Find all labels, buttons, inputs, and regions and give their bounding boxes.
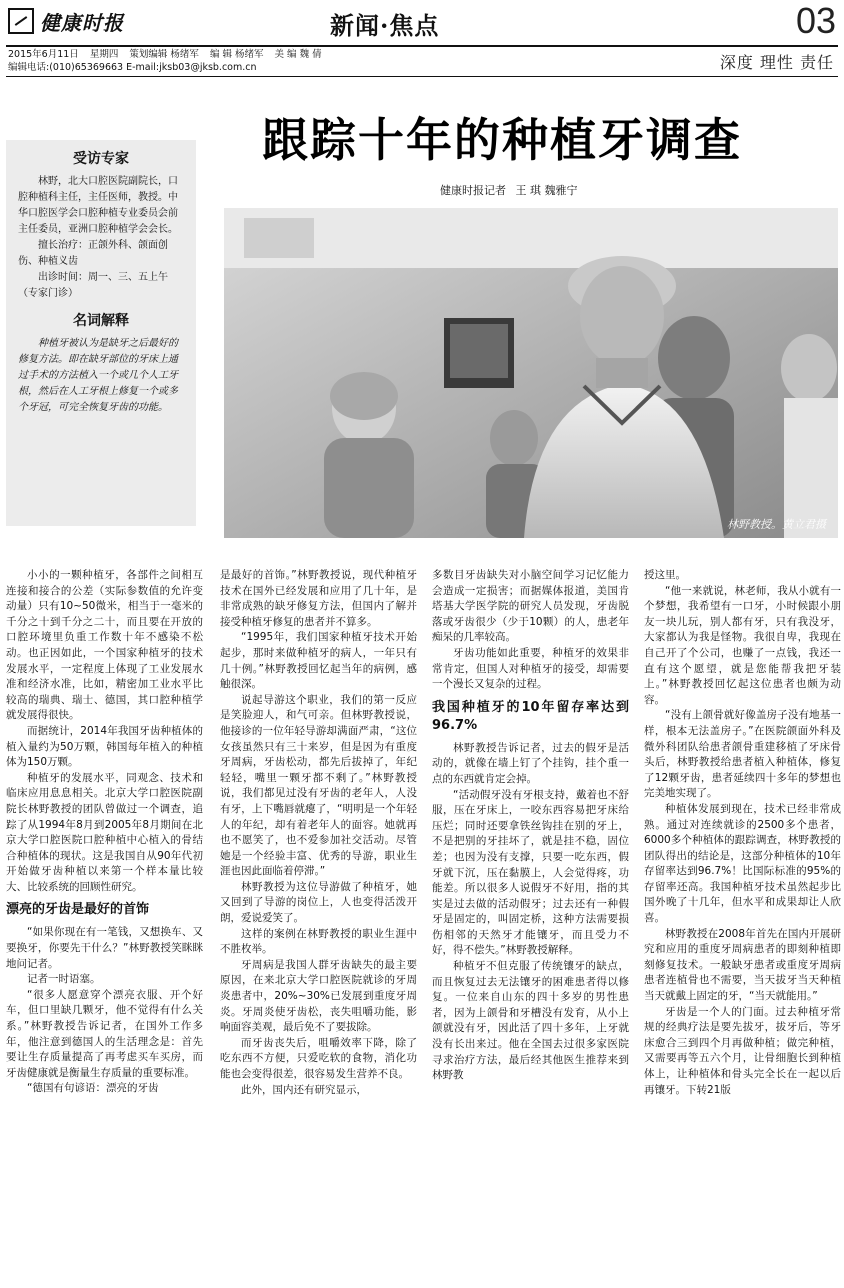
expert-bio: 林野，北大口腔医院副院长，口腔种植科主任，主任医师，教授。中华口腔医学会口腔种植专业委员会前主任委员，亚洲口腔种植学会会长。: [18, 176, 178, 235]
issue-weekday: 星期四: [89, 49, 119, 60]
body-paragraph: 说起导游这个职业，我们的第一反应是笑脸迎人，和气可亲。但林野教授说，他接诊的一位年轻导游却满面严肃，“这位女孩虽然只有三十来岁，但是因为有重度牙周病，牙齿松动，都先后拔掉了，年纪轻轻，嘴里一颗牙都不剩了。”林野教授说，我们都见过没有牙齿的老年人，人没有牙，上下嘴唇就瘪了，“明明是一个年轻人的年纪，却有着老年人的面容。她就再也不愿笑了，也不爱参加社交活动。尽管她是一个经验丰富、优秀的导游，职业生涯也因此面临着停滞。”: [220, 693, 417, 878]
body-paragraph: 是最好的首饰。”林野教授说，现代种植牙技术在国外已经发展和应用了几十年，是非常成熟的缺牙修复方法，但国内了解并接受种植牙修复的患者并不算多。: [220, 569, 417, 628]
planner-credit: 策划编辑 杨绪军: [129, 49, 199, 60]
body-paragraph: 记者一时语塞。: [27, 973, 101, 986]
body-paragraph: 而据统计，2014年我国牙齿种植体的植入量约为50万颗，韩国每年植入的种植体为150万颗。: [6, 724, 203, 769]
editor-contact: 编辑电话:(010)65369663 E-mail:jksb03@jksb.com.cn: [8, 62, 257, 73]
body-paragraph: 种植牙不但克服了传统镶牙的缺点，而且恢复过去无法镶牙的困难患者得以修复。一位来自山东的四十多岁的男性患者，因为上颌骨和牙槽没有发育，从小上颌就没有牙，因此活了四十多年，上牙就没有长出来过。他在全国去过很多家医院寻求治疗方法，最后经其他医生推荐来到林野教: [432, 960, 629, 1082]
doctor-photo-illustration: [224, 208, 838, 538]
body-paragraph: 种植牙的发展水平，同观念、技术和临床应用息息相关。北京大学口腔医院副院长林野教授的团队曾做过一个调查，追踪了从1994年8月到2005年8月期间在北京大学口腔医院口腔种植中心植入的骨结合种植体的现状。这是我国自从90年代初开始做牙齿种植以来第一个样本量比较大、比较系统的回顾性研究。: [6, 771, 203, 893]
body-paragraph: “德国有句谚语：漂亮的牙齿: [27, 1082, 159, 1095]
body-paragraph: 这样的案例在林野教授的职业生涯中不胜枚举。: [220, 927, 417, 956]
byline-outlet: 健康时报记者: [440, 184, 506, 197]
body-paragraph: 种植体发展到现在，技术已经非常成熟。通过对连续就诊的2500多个患者，6000多个种植体的跟踪调查，林野教授的团队得出的结论是，这部分种植体的10年存留率达到96.7%！比国际标准的95%的存留率还高。我国种植牙技术虽然起步比国外晚了十几年，但水平和成果却让人欣喜。: [644, 802, 841, 925]
article-body: [6, 568, 841, 1248]
body-paragraph: 授这里。: [644, 569, 686, 581]
expert-heading: 受访专家: [73, 151, 129, 167]
body-paragraph: 林野教授为这位导游做了种植牙，她又回到了导游的岗位上，人也变得活泼开朗，爱说爱笑了。: [220, 880, 417, 925]
body-paragraph: 牙齿功能如此重要，种植牙的效果非常肯定，但国人对种植牙的接受，却需要一个漫长又复杂的过程。: [432, 646, 629, 691]
body-paragraph: 多数目牙齿缺失对小脑空间学习记忆能力会造成一定损害；而据媒体报道，美国肯塔基大学医学院的研究人员发现，牙齿脱落或牙齿很少（少于10颗）的人，患老年痴呆的几率较高。: [432, 569, 629, 644]
body-paragraph: 此外，国内还有研究显示，: [241, 1083, 367, 1096]
body-paragraph: “如果你现在有一笔钱，又想换车、又要换牙，你要先干什么？”林野教授笑眯眯地问记者。: [6, 926, 203, 970]
glossary-heading: 名词解释: [73, 313, 129, 329]
glossary-text: 种植牙被认为是缺牙之后最好的修复方法。即在缺牙部位的牙床上通过手术的方法植入一个或几个人工牙根，然后在人工牙根上修复一个或多个牙冠，可完全恢复牙齿的功能。: [18, 338, 178, 413]
sidebar-top-band: [6, 104, 196, 140]
article-headline: 跟踪十年的种植牙调查: [262, 113, 742, 167]
issue-date: 2015年6月11日: [8, 49, 79, 60]
sidebar-box: [6, 104, 196, 526]
info-rule: [6, 76, 838, 77]
body-paragraph: 小小的一颗种植牙，各部件之间相互连接和接合的公差（实际参数值的允许变动量）只有10~50微米，相当于一毫米的千分之十到千分之二十，而且要在开放的口腔环境里负重工作数十年不感染不松动。也正因如此，一个国家种植牙的技术发展水平，一定程度上体现了工业发展水准和经济水准，比如，精密加工业水平比较高的瑞典、瑞士、德国，其口腔种植学就发展得很快。: [6, 569, 203, 722]
article-photo: [224, 208, 838, 538]
masthead: [0, 0, 844, 46]
body-paragraph: 而牙齿丧失后，咀嚼效率下降，除了吃东西不方便，只爱吃软的食物，消化功能也会变得很差，很容易发生营养不良。: [220, 1036, 417, 1080]
logo-text: 健康时报: [40, 10, 124, 35]
newspaper-logo: [8, 4, 148, 38]
designer-credit: 美 编 魏 倩: [274, 49, 322, 60]
section-title: 新闻·焦点: [330, 11, 440, 40]
body-column-4: [644, 568, 841, 1098]
photo-caption: 林野教授。黄立君摄: [727, 518, 826, 531]
section-subheading: 我国种植牙的10年留存率达到96.7%: [432, 699, 629, 733]
body-paragraph: “1995年，我们国家种植牙技术开始起步，那时来做种植牙的病人，一年只有几十例。”林野教授回忆起当年的病例，感触很深。: [220, 631, 417, 691]
body-paragraph: 牙齿是一个人的门面。过去种植牙常规的经典疗法是要先拔牙，拔牙后，等牙床愈合三到四个月再做种植；做完种植，又需要再等五六个月，让骨细胞长到种植体上，让种植体和骨头完全长在一起以后再镶牙。下转21版: [644, 1005, 841, 1096]
edition-info: [8, 48, 330, 74]
body-paragraph: 林野教授告诉记者，过去的假牙是活动的，就像在墙上钉了个挂钩，挂个重一点的东西就肯定会掉。: [432, 741, 629, 785]
editor-credit: 编 辑 杨绪军: [209, 49, 264, 60]
byline: [440, 182, 584, 198]
body-column-3: [432, 568, 629, 1084]
expert-specialty: 擅长治疗：正颌外科、颌面创伤、种植义齿: [18, 240, 168, 267]
page-slogan: 深度 理性 责任: [719, 53, 834, 72]
expert-clinic-time: 出诊时间：周一、三、五上午（专家门诊）: [18, 272, 168, 299]
logo-mark-icon: [8, 8, 34, 34]
body-column-1: [6, 568, 203, 1097]
section-subheading: 漂亮的牙齿是最好的首饰: [6, 902, 150, 918]
masthead-rule: [6, 45, 838, 47]
byline-authors: 王 琪 魏雅宁: [515, 184, 578, 197]
body-paragraph: “很多人愿意穿个漂亮衣服、开个好车，但口里缺几颗牙，他不觉得有什么关系。”林野教授告诉记者，在国外工作多年，他注意到德国人的生活理念是：首先要让生存质量提高了再考虑买车买房，而牙齿健康就是衡量生存质量的重要标准。: [6, 988, 203, 1079]
body-paragraph: “活动假牙没有牙根支持，戴着也不舒服，压在牙床上，一咬东西容易把牙床给压烂；同时还要拿铁丝钩挂在别的牙上，不是把别的牙挂坏了，就是挂不稳，固位差；也因为没有支撑，只要一吃东西，假牙就下沉，压在黏膜上，人会觉得疼，功能差。所以很多人说假牙不好用，指的其实是过去做的活动假牙；过去还有一种假牙是固定的，叫固定桥，这种方法需要损伤相邻的天然牙才能镶牙，而且受力不好，得不偿失。”林野教授解释。: [432, 788, 629, 957]
body-paragraph: “他一来就说，林老师，我从小就有一个梦想，我希望有一口牙，小时候跟小朋友一块儿玩，别人都有牙，只有我没牙，大家都认为我是怪物。我很自卑，我现在自己开了个公司，也赚了一点钱，我还一直有这个愿望，就是您能帮我把牙装上。”林野教授回忆起这位患者也颇为动容。: [644, 584, 841, 706]
body-column-2: [220, 568, 417, 1098]
body-paragraph: 林野教授在2008年首先在国内开展研究和应用的重度牙周病患者的即刻种植即刻修复技术。一般缺牙患者或重度牙周病患者连植骨也不需要，当天拔牙当天种植当天就戴上固定的牙，“当天就能用。”: [644, 927, 841, 1003]
body-paragraph: 牙周病是我国人群牙齿缺失的最主要原因，在来北京大学口腔医院就诊的牙周炎患者中，20%~30%已发展到重度牙周炎。牙周炎使牙齿松，丧失咀嚼功能，影响面容美观，最后免不了要拔除。: [220, 958, 417, 1034]
page-number: 03: [795, 0, 836, 41]
body-paragraph: “没有上颌骨就好像盖房子没有地基一样，根本无法盖房子。”在医院颌面外科及微外科团队给患者颌骨重建移植了牙床骨头后，林野教授给患者植入种植体，修复了12颗牙齿，患者延续四十多年的梦想也完美地实现了。: [644, 709, 841, 800]
